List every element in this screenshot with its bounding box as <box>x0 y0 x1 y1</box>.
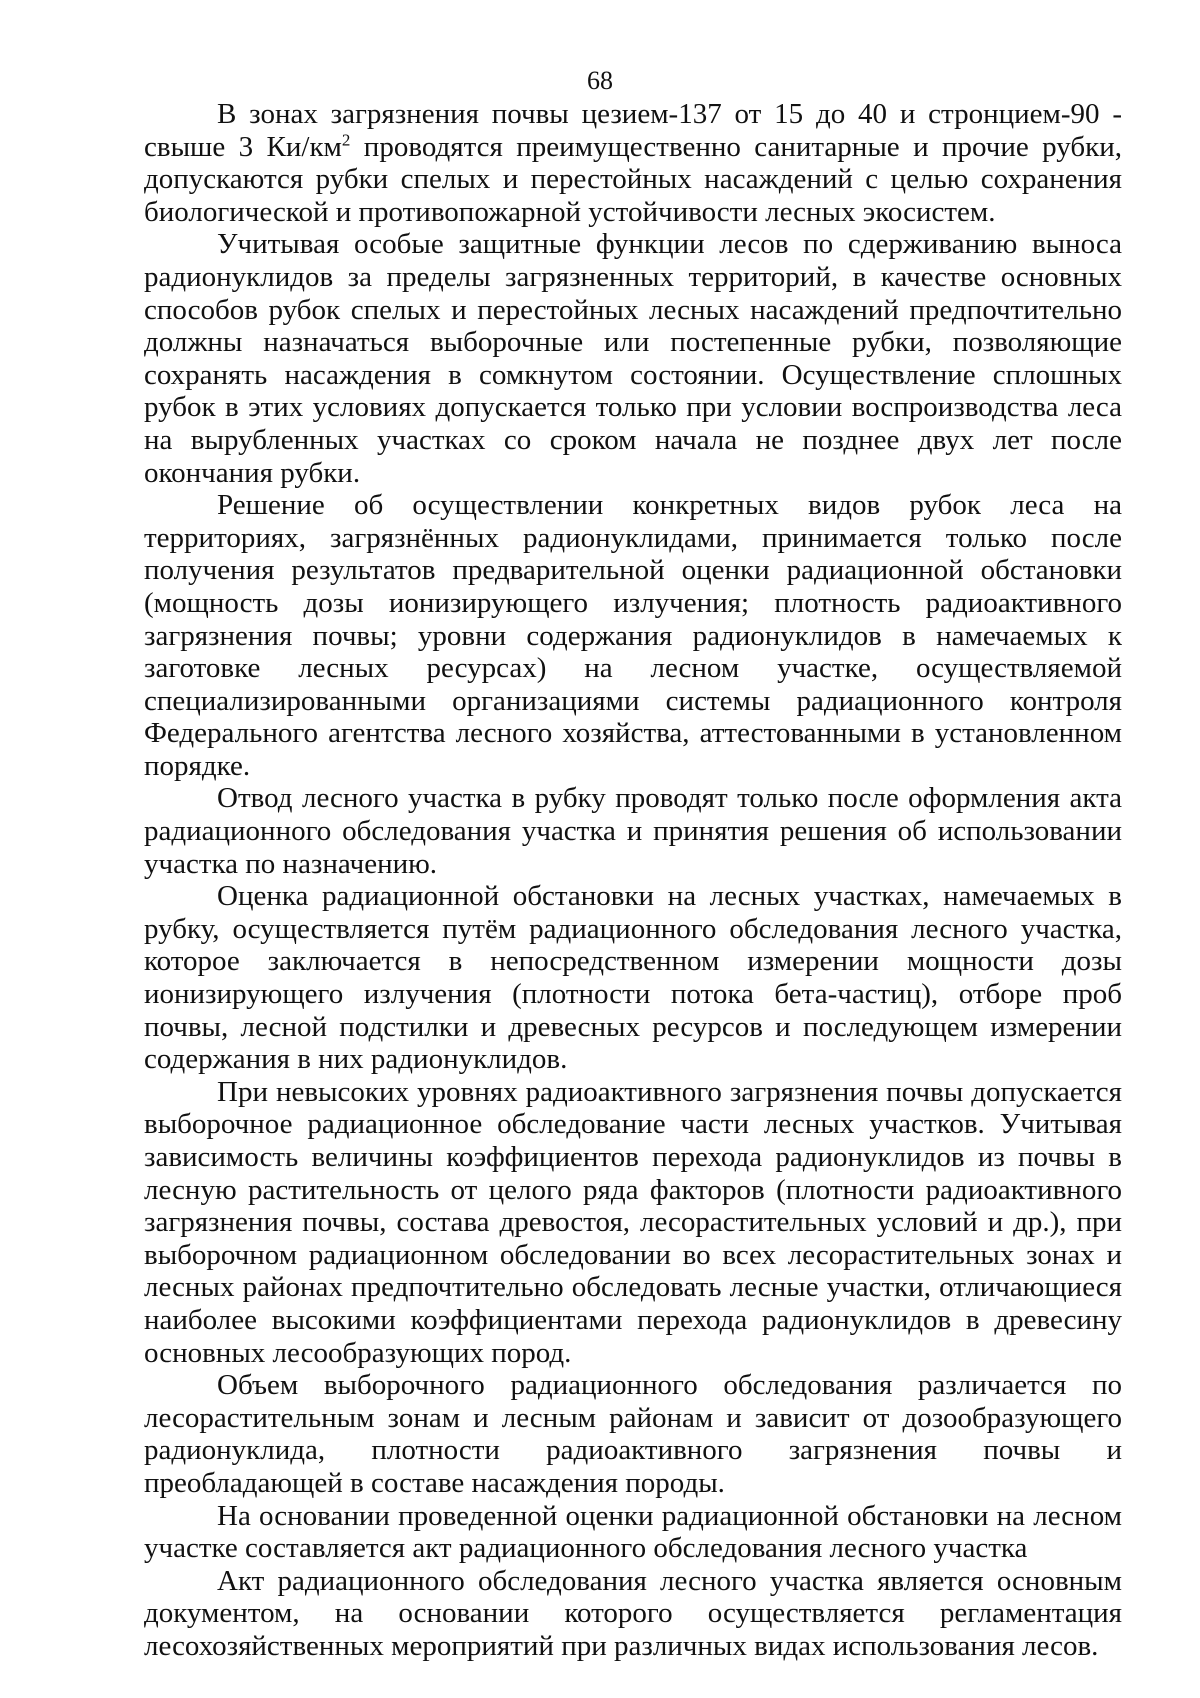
paragraph-act-document: Акт радиационного обследования лесного участка является основным документом, на основании которого осуществляется регламентация лесохозяйственных мероприятий при различных видах использования лесов. <box>144 1564 1122 1662</box>
paragraph-text-start: В зонах загрязнения почвы цезием-137 от 15 до 40 и стронцием-90 - свыше 3 Ки/км <box>144 98 1122 163</box>
paragraph-survey-act: На основании проведенной оценки радиационной обстановки на лесном участке составляется акт радиационного обследования лесного участка <box>144 1499 1122 1565</box>
paragraph-radiation-assessment: Оценка радиационной обстановки на лесных участках, намечаемых в рубку, осуществляется путём радиационного обследования лесного участка, которое заключается в непосредственном измерении мощности дозы ионизирующего излучения (плотности потока бета-частиц), отборе проб почвы, лесной подстилки и древесных ресурсов и последующем измерении содержания в них радионуклидов. <box>144 880 1122 1076</box>
page-number: 68 <box>587 66 613 95</box>
paragraph-survey-volume: Объем выборочного радиационного обследования различается по лесорастительным зонам и лесным районам и зависит от дозообразующего радионуклида, плотности радиоактивного загрязнения почвы и преобладающей в составе насаждения породы. <box>144 1369 1122 1499</box>
paragraph-text-end: проводятся преимущественно санитарные и прочие рубки, допускаются рубки спелых и перестойных насаждений с целью сохранения биологической и противопожарной устойчивости лесных экосистем. <box>144 130 1122 228</box>
superscript-exponent: 2 <box>341 129 351 149</box>
paragraph-plot-allocation: Отвод лесного участка в рубку проводят только после оформления акта радиационного обследования участка и принятия решения об использовании участка по назначению. <box>144 782 1122 880</box>
paragraph-selective-survey: При невысоких уровнях радиоактивного загрязнения почвы допускается выборочное радиационное обследование части лесных участков. Учитывая зависимость величины коэффициентов перехода радионуклидов из почвы в лесную растительность от целого ряда факторов (плотности радиоактивного загрязнения почвы, состава древостоя, лесорастительных условий и др.), при выборочном радиационном обследовании во всех лесорастительных зонах и лесных районах предпочтительно обследовать лесные участки, отличающиеся наиболее высокими коэффициентами перехода радионуклидов в древесину основных лесообразующих пород. <box>144 1075 1122 1369</box>
paragraph-decision-cutting: Решение об осуществлении конкретных видов рубок леса на территориях, загрязнённых радионуклидами, принимается только после получения результатов предварительной оценки радиационной обстановки (мощность дозы ионизирующего излучения; плотность радиоактивного загрязнения почвы; уровни содержания радионуклидов в намечаемых к заготовке лесных ресурсах) на лесном участке, осуществляемой специализированными организациями системы радиационного контроля Федерального агентства лесного хозяйства, аттестованными в установленном порядке. <box>144 489 1122 782</box>
paragraph-zones-cutting <box>144 98 1122 228</box>
paragraph-protective-functions: Учитывая особые защитные функции лесов по сдерживанию выноса радионуклидов за пределы загрязненных территорий, в качестве основных способов рубок спелых и перестойных лесных насаждений предпочтительно должны назначаться выборочные или постепенные рубки, позволяющие сохранять насаждения в сомкнутом состоянии. Осуществление сплошных рубок в этих условиях допускается только при условии воспроизводства леса на вырубленных участках со сроком начала не позднее двух лет после окончания рубки. <box>144 228 1122 489</box>
document-body <box>144 98 1122 1663</box>
